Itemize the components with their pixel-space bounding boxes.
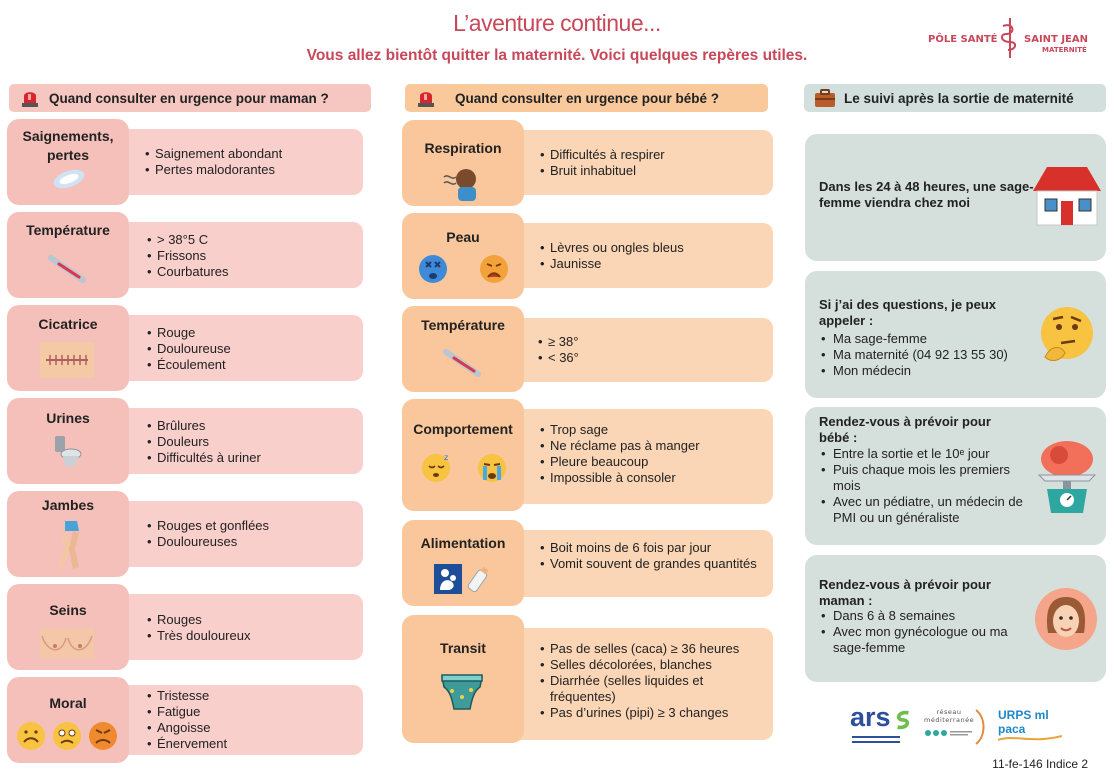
list-item: • Avec mon gynécologue ou ma sage-femme [819, 624, 1029, 656]
list-item: • < 36° [538, 350, 579, 366]
bebe-card-respiration [402, 120, 773, 206]
list-item: • Courbatures [147, 264, 229, 280]
list-item: • Pleure beaucoup [540, 454, 700, 470]
card-label: Urines [46, 410, 90, 426]
suivi-card-items [819, 446, 1035, 526]
urps-wave-icon [998, 734, 1062, 744]
document-reference: 11-fe-146 Indice 2 [992, 757, 1088, 771]
card-label: Cicatrice [38, 316, 98, 332]
suivi-column-header [804, 84, 1106, 112]
list-item: • Ma maternité (04 92 13 55 30) [819, 347, 1059, 363]
baby-scale-icon [1035, 439, 1099, 515]
page-subtitle: Vous allez bientôt quitter la maternité. Voici quelques repères utiles. [306, 47, 808, 64]
bebe-card-temperature [402, 306, 773, 392]
card-items [540, 240, 684, 272]
house-icon [1031, 165, 1103, 227]
suivi-card-rdv-maman [805, 555, 1106, 682]
list-item: • Pertes malodorantes [145, 162, 282, 178]
bebe-card-alimentation [402, 520, 773, 606]
list-item: • ≥ 38° [538, 334, 579, 350]
siren-icon [19, 88, 41, 108]
card-items [147, 688, 227, 752]
card-label: Seins [49, 602, 87, 618]
bebe-card-comportement [402, 399, 773, 511]
logo-pole-text: PÔLE SANTÉ [928, 34, 998, 45]
list-item: • Rouges [147, 612, 250, 628]
card-label: Moral [49, 695, 87, 711]
reseau-dots-icon [924, 728, 974, 738]
card-label: Transit [440, 640, 486, 656]
list-item: • Entre la sortie et le 10ᵉ jour [819, 446, 1035, 462]
maman-column-title: Quand consulter en urgence pour maman ? [49, 90, 329, 106]
list-item: • Vomit souvent de grandes quantités [540, 556, 766, 572]
list-item: • Pas de selles (caca) ≥ 36 heures [540, 641, 768, 657]
list-item: • Mon médecin [819, 363, 1059, 379]
list-item: • Difficultés à respirer [540, 147, 665, 163]
list-item: • Avec un pédiatre, un médecin de PMI ou un généraliste [819, 494, 1035, 526]
suivi-card-items [819, 331, 1059, 379]
svg-text:z: z [444, 453, 449, 462]
page-title: L’aventure continue... [453, 10, 661, 36]
list-item: • Bruit inhabituel [540, 163, 665, 179]
card-items [540, 641, 768, 721]
maman-column-header [9, 84, 371, 112]
saint-jean-logo [928, 16, 1098, 60]
bebe-column-title: Quand consulter en urgence pour bébé ? [455, 90, 720, 106]
thermometer-icon [440, 348, 484, 378]
sad-faces-icon [15, 720, 119, 752]
card-items [540, 540, 766, 572]
list-item: • Tristesse [147, 688, 227, 704]
list-item: • Ne réclame pas à manger [540, 438, 700, 454]
card-items [540, 422, 700, 486]
feeding-bottle-icon [434, 564, 494, 596]
reseau-mediterranee-logo [924, 708, 986, 746]
reseau-arc-icon [974, 708, 986, 746]
list-item: • Fatigue [147, 704, 227, 720]
thinking-face-icon [1037, 305, 1097, 365]
card-items [538, 334, 579, 366]
thermometer-icon [45, 254, 89, 284]
card-items [145, 146, 282, 178]
suivi-card-title: Rendez-vous à prévoir pour maman : [819, 577, 991, 608]
card-items [147, 612, 250, 644]
list-item: • Puis chaque mois les premiers mois [819, 462, 1035, 494]
card-label: Respiration [424, 140, 502, 156]
briefcase-icon [814, 88, 836, 108]
legs-icon [47, 519, 87, 575]
card-items [147, 418, 261, 466]
maman-card-saignements [7, 119, 363, 205]
sanitary-pad-icon [49, 165, 89, 193]
scar-icon [40, 342, 94, 378]
card-items [147, 325, 231, 373]
breasts-icon [40, 628, 94, 658]
list-item: • > 38°5 C [147, 232, 229, 248]
logo-sub-text: MATERNITÉ [1042, 46, 1087, 54]
card-items [147, 232, 229, 280]
list-item: • Douloureuse [147, 341, 231, 357]
toilet-icon [53, 434, 83, 468]
bebe-card-peau [402, 213, 773, 299]
ars-logo-text: ars [850, 702, 891, 732]
suivi-card-title: Si j’ai des questions, je peux appeler : [819, 297, 996, 328]
list-item: • Difficultés à uriner [147, 450, 261, 466]
woman-face-icon [1034, 587, 1098, 651]
ars-logo-lines [852, 736, 900, 743]
suivi-card-rdv-bebe [805, 407, 1106, 545]
suivi-card-sage-femme [805, 134, 1106, 261]
card-label: Saignements, pertes [22, 128, 114, 163]
urps-ml-paca-logo [998, 704, 1064, 744]
maman-card-seins [7, 584, 363, 670]
list-item: • Trop sage [540, 422, 700, 438]
logo-name-text: SAINT JEAN [1024, 34, 1088, 45]
list-item: • Douloureuses [147, 534, 269, 550]
list-item: • Diarrhée (selles liquides et fréquentes) [540, 673, 768, 705]
bebe-column-header [405, 84, 768, 112]
list-item: • Impossible à consoler [540, 470, 700, 486]
ars-logo [850, 704, 914, 744]
list-item: • Selles décolorées, blanches [540, 657, 768, 673]
breathing-icon [442, 167, 482, 201]
list-item: • Saignement abondant [145, 146, 282, 162]
card-label: Comportement [413, 421, 513, 437]
maman-card-moral [7, 677, 363, 763]
maman-card-cicatrice [7, 305, 363, 391]
list-item: • Rouge [147, 325, 231, 341]
card-items [540, 147, 665, 179]
suivi-column-title: Le suivi après la sortie de maternité [844, 90, 1074, 106]
list-item: • Boit moins de 6 fois par jour [540, 540, 766, 556]
suivi-card-title: Dans les 24 à 48 heures, une sage-femme viendra chez moi [819, 179, 1034, 210]
list-item: • Très douloureux [147, 628, 250, 644]
list-item: • Dans 6 à 8 semaines [819, 608, 1029, 624]
bebe-card-transit [402, 615, 773, 743]
list-item: • Énervement [147, 736, 227, 752]
card-items [147, 518, 269, 550]
sleepy-crying-faces-icon [412, 452, 516, 484]
caduceus-icon [998, 16, 1022, 60]
list-item: • Rouges et gonflées [147, 518, 269, 534]
diaper-icon [440, 673, 484, 713]
list-item: • Ma sage-femme [819, 331, 1059, 347]
maman-card-temperature [7, 212, 363, 298]
list-item: • Lèvres ou ongles bleus [540, 240, 684, 256]
list-item: • Douleurs [147, 434, 261, 450]
card-label: Température [421, 317, 505, 333]
card-label: Peau [446, 229, 480, 245]
maman-card-jambes [7, 491, 363, 577]
card-label: Température [26, 222, 110, 238]
card-label: Jambes [41, 497, 95, 513]
list-item: • Pas d’urines (pipi) ≥ 3 changes [540, 705, 768, 721]
suivi-card-items [819, 608, 1029, 656]
list-item: • Écoulement [147, 357, 231, 373]
maman-card-urines [7, 398, 363, 484]
skin-faces-icon [412, 253, 516, 285]
ars-swoosh-icon [894, 708, 912, 732]
list-item: • Frissons [147, 248, 229, 264]
suivi-card-title: Rendez-vous à prévoir pour bébé : [819, 414, 991, 445]
list-item: • Brûlures [147, 418, 261, 434]
card-label: Alimentation [420, 535, 506, 551]
suivi-card-questions [805, 271, 1106, 398]
siren-icon [415, 88, 437, 108]
list-item: • Jaunisse [540, 256, 684, 272]
list-item: • Angoisse [147, 720, 227, 736]
urps-logo-text: URPS ml paca [998, 708, 1049, 736]
reseau-logo-text: réseau méditerranée [924, 708, 975, 724]
